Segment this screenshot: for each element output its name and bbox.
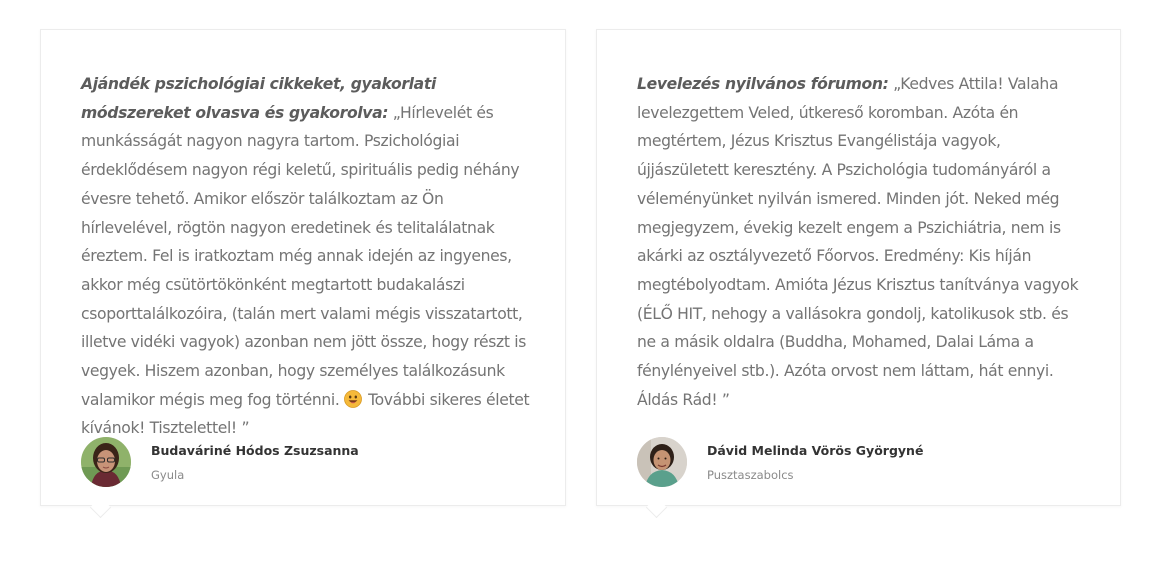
testimonial-lead: Ajándék pszichológiai cikkeket, gyakorlati módszereket olvasva és gyakorolva: xyxy=(81,75,436,122)
author-name: Budaváriné Hódos Zsuzsanna xyxy=(151,443,359,458)
testimonial-text-end: További sikeres életet kívánok! Tisztelettel! ” xyxy=(81,390,530,438)
testimonial-author xyxy=(81,437,521,487)
testimonial-card xyxy=(40,29,566,506)
testimonial-text: „Hírlevelét és munkásságát nagyon nagyra tartom. Pszichológiai érdeklődésem nagyon régi keletű, spirituális pedig néhány évesre tehető. Amikor először találkoztam az Ön hírlevelével, rögtön nagyon eredetinek és telitalálatnak éreztem. Fel is iratkoztam még annak idején az ingyenes, akkor még csütörtökönként megtartott budakalászi csoporttalálkozóira, (talán mert valami mégis visszatartott, illetve vidéki vagyok) azonban nem jött össze, hogy részt is vegyek. Hiszem azonban, hogy személyes találkozásunk valamikor mégis meg fog történni. xyxy=(81,103,527,409)
avatar xyxy=(81,437,131,487)
testimonial-lead: Levelezés nyilvános fórumon: xyxy=(637,75,889,93)
testimonial-text: „Kedves Attila! Valaha levelezgettem Veled, útkereső koromban. Azóta én megtértem, Jézus Krisztus Evangélistája vagyok, újjászületett keresztény. A Pszichológia tudományáról a véleményünket nyilván ismered. Minden jót. Neked még megjegyzem, évekig kezelt engem a Pszichiátria, nem is akárki az osztályvezető Főorvos. Eredmény: Kis híján megtébolyodtam. Amióta Jézus Krisztus tanítványa vagyok (ÉLŐ HIT, nehogy a vallásokra gondolj, katolikusok stb. és ne a másik oldalra (Buddha, Mohamed, Dalai Láma a fénylényeivel stb.). Azóta orvost nem láttam, hát ennyi. Áldás Rád! ” xyxy=(637,75,1079,409)
testimonial-quote xyxy=(637,70,1087,414)
testimonial-author xyxy=(637,437,1077,487)
author-name: Dávid Melinda Vörös Györgyné xyxy=(707,443,924,458)
testimonial-quote xyxy=(81,70,531,443)
testimonial-card xyxy=(596,29,1121,506)
author-location: Pusztaszabolcs xyxy=(707,468,794,482)
smiley-emoji-icon xyxy=(344,389,362,407)
avatar xyxy=(637,437,687,487)
author-location: Gyula xyxy=(151,468,185,482)
